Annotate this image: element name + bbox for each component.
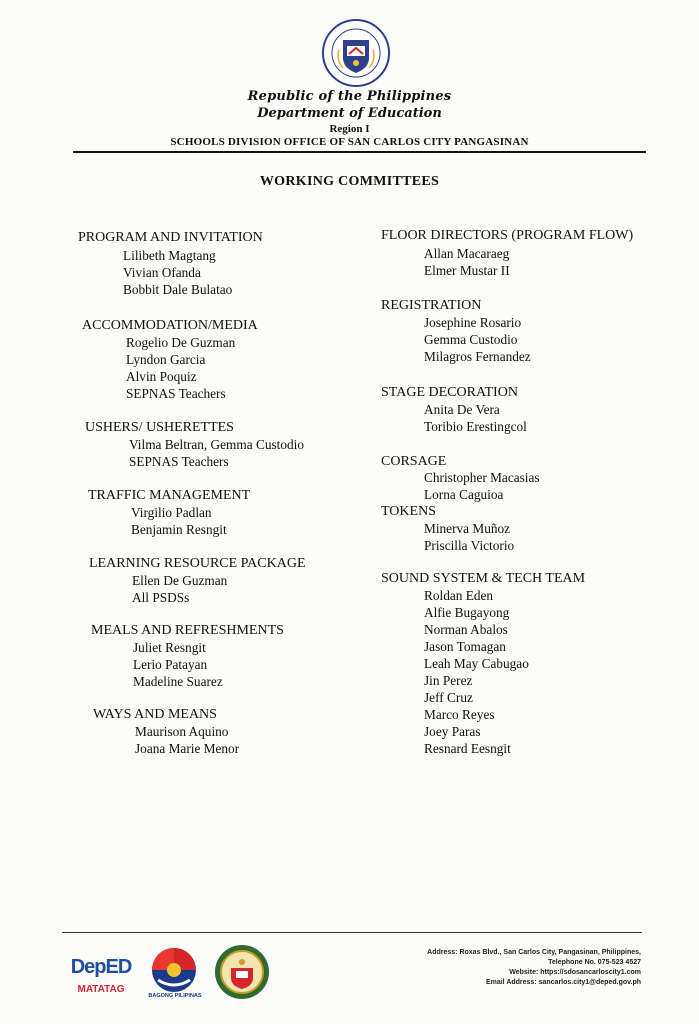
department-heading: Department of Education <box>257 106 442 121</box>
committee-member: Lyndon Garcia <box>126 352 206 367</box>
committee-member: Allan Macaraeg <box>424 246 510 261</box>
committee-member: Milagros Fernandez <box>424 349 531 364</box>
committee-member: Madeline Suarez <box>133 674 223 689</box>
committee-member: Juliet Resngit <box>133 640 206 655</box>
committee-member: Ellen De Guzman <box>132 573 228 588</box>
header-divider <box>73 151 646 153</box>
committee-member: Norman Abalos <box>424 622 508 637</box>
committee-heading: SOUND SYSTEM & TECH TEAM <box>381 571 586 586</box>
deped-matatag-logo <box>68 948 134 1002</box>
committee-member: Jeff Cruz <box>424 690 473 705</box>
committee-heading: REGISTRATION <box>381 298 482 313</box>
committee-member: Christopher Macasias <box>424 470 540 485</box>
committee-member: Lerio Patayan <box>133 657 208 672</box>
committee-member: Alfie Bugayong <box>424 605 510 620</box>
committee-member: All PSDSs <box>132 590 190 605</box>
committee-heading: STAGE DECORATION <box>381 385 518 400</box>
committee-member: Resnard Eesngit <box>424 741 511 756</box>
committee-heading: USHERS/ USHERETTES <box>85 420 234 435</box>
deped-seal-icon <box>321 18 391 88</box>
republic-heading: Republic of the Philippines <box>247 89 452 104</box>
committee-member: Toribio Erestingcol <box>424 419 527 434</box>
committee-heading: LEARNING RESOURCE PACKAGE <box>89 556 306 571</box>
page-title: WORKING COMMITTEES <box>259 174 440 189</box>
committee-member: Josephine Rosario <box>424 315 522 330</box>
committee-member: Priscilla Victorio <box>424 538 515 553</box>
footer-telephone: Telephone No. 075-523 4527 <box>548 959 641 966</box>
committee-heading: FLOOR DIRECTORS (PROGRAM FLOW) <box>381 228 634 243</box>
footer-website: Website: https://sdosancarloscity1.com <box>509 969 641 976</box>
committee-member: Joey Paras <box>424 724 481 739</box>
sdo-seal-icon <box>214 944 270 1000</box>
committee-member: Vivian Ofanda <box>123 265 201 280</box>
committee-heading: ACCOMMODATION/MEDIA <box>82 318 258 333</box>
committee-member: Lorna Caguioa <box>424 487 504 502</box>
committee-heading: MEALS AND REFRESHMENTS <box>91 623 284 638</box>
committee-heading: TOKENS <box>381 504 436 519</box>
committee-member: Gemma Custodio <box>424 332 518 347</box>
committee-member: Bobbit Dale Bulatao <box>123 282 233 297</box>
committee-member: Marco Reyes <box>424 707 495 722</box>
committee-member: Elmer Mustar II <box>424 263 510 278</box>
office-heading: SCHOOLS DIVISION OFFICE OF SAN CARLOS CITY PANGASINAN <box>170 136 529 148</box>
committee-heading: CORSAGE <box>381 454 447 469</box>
committee-member: Jin Perez <box>424 673 473 688</box>
committee-member: SEPNAS Teachers <box>129 454 229 469</box>
committee-member: Benjamin Resngit <box>131 522 227 537</box>
committee-member: Virgilio Padlan <box>131 505 212 520</box>
committee-member: Roldan Eden <box>424 588 494 603</box>
committee-member: Anita De Vera <box>424 402 500 417</box>
committee-heading: TRAFFIC MANAGEMENT <box>88 488 251 503</box>
committee-member: Leah May Cabugao <box>424 656 529 671</box>
committee-heading: WAYS AND MEANS <box>93 707 217 722</box>
committee-member: Maurison Aquino <box>135 724 229 739</box>
deped-logo-text: DepED <box>70 956 132 978</box>
committee-member: Joana Marie Menor <box>135 741 240 756</box>
footer-address: Address: Roxas Blvd., San Carlos City, Pangasinan, Philippines, <box>427 949 641 956</box>
committee-heading: PROGRAM AND INVITATION <box>78 230 263 245</box>
committee-member: Minerva Muñoz <box>424 521 511 536</box>
bagong-pilipinas-text: BAGONG PILIPINAS <box>148 993 202 999</box>
footer-email: Email Address: sancarlos.city1@deped.gov.ph <box>485 979 641 986</box>
committee-member: SEPNAS Teachers <box>126 386 226 401</box>
committee-member: Jason Tomagan <box>424 639 506 654</box>
footer-divider <box>62 932 642 933</box>
committee-member: Rogelio De Guzman <box>126 335 236 350</box>
matatag-logo-text: MATATAG <box>77 984 125 995</box>
committee-member: Alvin Poquiz <box>126 369 197 384</box>
committee-member: Lilibeth Magtang <box>123 248 216 263</box>
region-heading: Region I <box>329 123 370 135</box>
committee-member: Vilma Beltran, Gemma Custodio <box>129 437 304 452</box>
